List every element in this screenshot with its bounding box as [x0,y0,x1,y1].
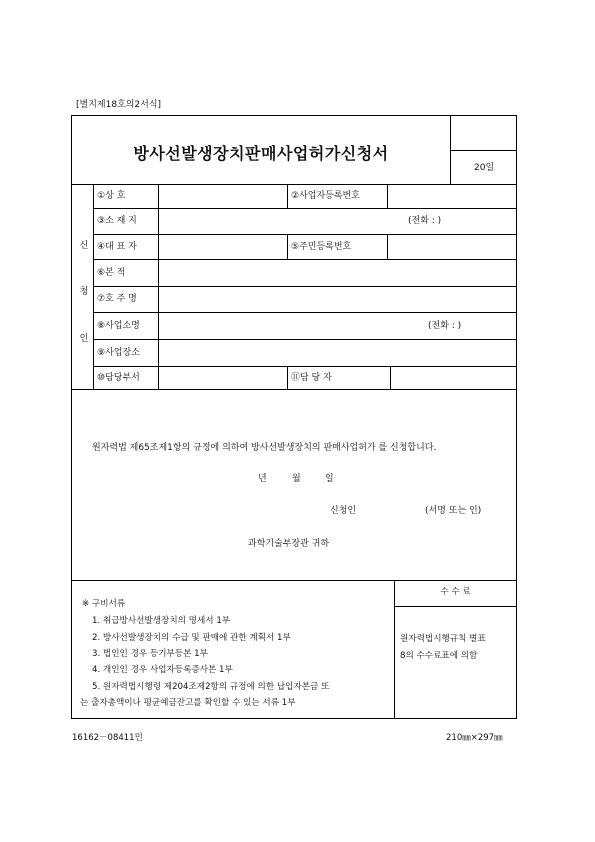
date-month-label: 월 [292,474,301,484]
fee-header-line [394,606,517,607]
applicant-bottom-line [71,389,517,390]
required-document-item: 5. 원자력법시행령 제204조제2항의 규정에 의한 납입자본금 또 [92,682,330,692]
form-code: 16162－08411민 [72,733,143,743]
paper-size: 210㎜×297㎜ [446,733,503,743]
required-document-item: 3. 법인인 경우 등기부등본 1부 [92,649,208,659]
department-field[interactable] [159,367,286,388]
person-in-charge-field[interactable] [391,367,516,388]
applicant-label-3: 인 [79,334,89,344]
required-document-item: 1. 취급방사선발생장치의 명세서 1부 [92,616,231,626]
department-label: ⑩담당부서 [97,373,140,383]
applicant-label-1: 신 [79,241,89,251]
mid-column-line-5 [287,366,288,389]
required-document-item: 4. 개인인 경우 사업자등록증사본 1부 [92,665,233,675]
title-box-inner-line [450,150,517,151]
required-document-item: 는 출자총액이나 평균예금잔고를 확인할 수 있는 서류 1부 [80,698,296,708]
fee-description-line-2: 8의 수수료표에 의함 [400,651,478,661]
business-registration-number-field[interactable] [388,185,516,207]
office-phone-label: (전화 : ) [428,321,462,331]
required-documents-heading: ※ 구비서류 [82,599,126,609]
office-location-field[interactable] [159,340,516,365]
address-label: ③소 재 지 [97,216,137,226]
applicant-signature-field[interactable] [362,502,422,520]
representative-label: ④대 표 자 [97,242,137,252]
representative-field[interactable] [159,235,286,258]
business-name-field[interactable] [159,185,286,207]
domicile-label: ⑥본 적 [97,268,126,278]
resident-number-field[interactable] [388,235,516,258]
applicant-signature-label: 신청인 [330,506,357,516]
mid-column-line-3 [287,234,288,259]
address-phone-label: (전화 : ) [408,216,442,226]
office-name-label: ⑧사업소명 [97,321,140,331]
mid-column-line-1 [287,184,288,208]
fee-column-line [394,580,395,719]
addressee: 과학기술부장관 귀하 [248,539,330,549]
office-name-field[interactable] [159,313,516,338]
required-document-item: 2. 방사선발생장치의 수급 및 판매에 관한 계획서 1부 [92,633,291,643]
resident-number-label: ⑤주민등록번호 [291,242,352,252]
form-reference: [별지제18호의2서식] [76,100,162,110]
form-title: 방사선발생장치판매사업허가신청서 [133,144,389,163]
declaration-statement: 원자력법 제65조제1항의 규정에 의하여 방사선발생장치의 판매사업허가 를 신청합니다. [92,443,437,453]
fee-description-line-1: 원자력법시행규칙 별표 [400,634,486,644]
person-in-charge-label: ⑪담 당 자 [291,373,332,383]
date-label: 20일 [474,163,495,173]
registered-address-label: ⑦호 주 명 [97,294,137,304]
fee-header: 수 수 료 [440,587,471,597]
date-day-label: 일 [325,474,334,484]
applicant-label-2: 청 [79,287,89,297]
business-registration-number-label: ②사업자등록번호 [291,191,360,201]
signature-or-seal-label: (서명 또는 인) [425,506,482,516]
registered-address-field[interactable] [159,287,516,311]
office-location-label: ⑨사업장소 [97,348,140,358]
declaration-bottom-line [71,580,517,581]
address-field[interactable] [159,209,516,233]
date-year-label: 년 [258,474,267,484]
domicile-field[interactable] [159,260,516,285]
business-name-label: ①상 호 [97,191,126,201]
